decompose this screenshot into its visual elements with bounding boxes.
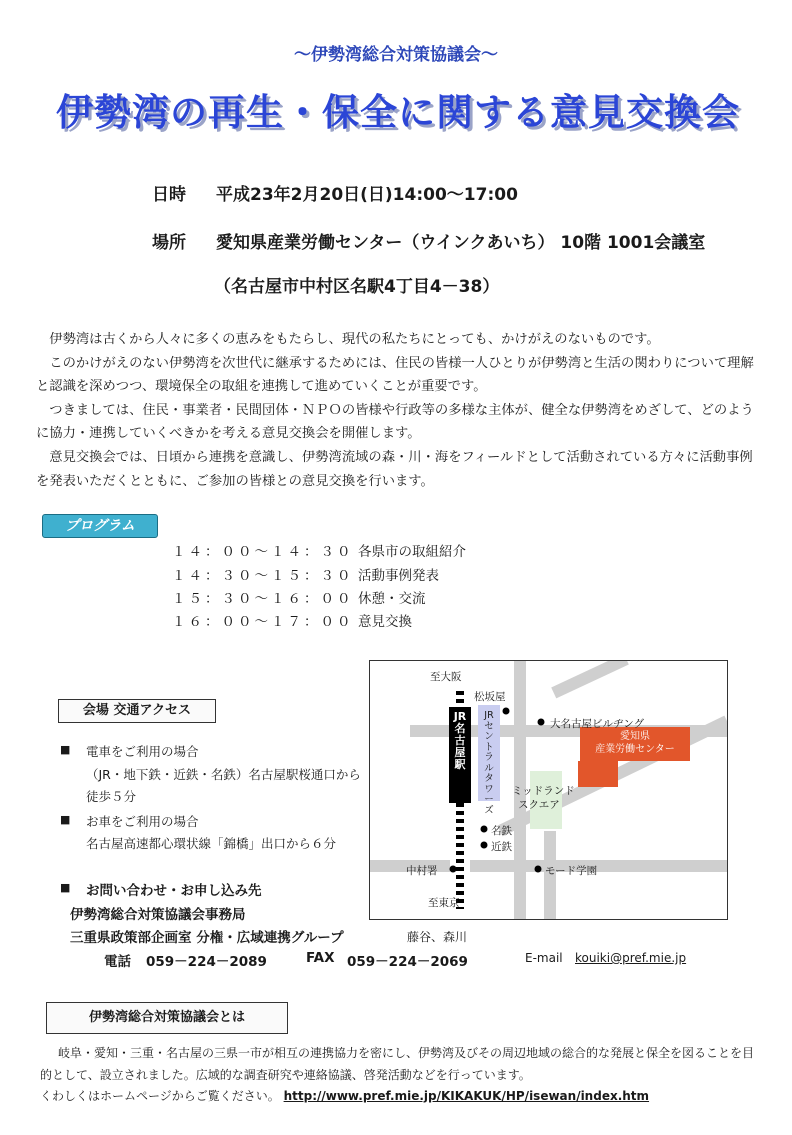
email-label: E-mail	[525, 951, 563, 965]
towers-label: JRセントラルタワーズ	[484, 710, 494, 816]
program-time: １４：３０～１５：３０	[172, 568, 354, 584]
venue-building	[578, 761, 618, 787]
bullet-icon: ■	[60, 813, 71, 826]
kintetsu-label: 近鉄	[491, 841, 512, 853]
about-paragraph: 岐阜・愛知・三重・名古屋の三県一市が相互の連携協力を密にし、伊勢湾及びその周辺地域の総合的な発展と保全を図ることを目的として、設立されました。広域的な調査研究や連絡協議、啓発活動などを行っています。	[40, 1046, 755, 1082]
dot-meitetsu	[481, 826, 488, 833]
program-time: １５：３０～１６：００	[172, 591, 354, 607]
midland-label: ミッドランド	[512, 785, 575, 797]
bullet-icon: ■	[60, 881, 71, 894]
road-upper-diagonal	[554, 661, 627, 693]
program-list	[172, 540, 672, 640]
date-value: 平成23年2月20日(日)14:00～17:00	[216, 185, 518, 205]
dai-nagoya-label: 大名古屋ビルヂング	[550, 718, 645, 730]
place-value: 愛知県産業労働センター（ウインクあいち） 10階 1001会議室	[216, 233, 706, 253]
dot-mode-gakuen	[535, 866, 542, 873]
homepage-link[interactable]: http://www.pref.mie.jp/KIKAKUK/HP/isewan/index.htm	[283, 1089, 650, 1103]
train-detail: 徒歩５分	[86, 789, 137, 804]
car-detail: 名古屋高速都心環状線「錦橋」出口から６分	[86, 836, 337, 851]
mode-gakuen-label: モード学園	[545, 865, 598, 877]
car-title: お車をご利用の場合	[86, 814, 199, 829]
to-osaka-label: 至大阪	[430, 671, 462, 683]
bullet-icon: ■	[60, 743, 71, 756]
dot-kintetsu	[481, 842, 488, 849]
program-desc: 各県市の取組紹介	[358, 544, 466, 560]
program-time: １４：００～１４：３０	[172, 544, 354, 560]
intro-paragraph: このかけがえのない伊勢湾を次世代に継承するためには、住民の皆様一人ひとりが伊勢湾と生活の関わりについて理解と認識を深めつつ、環境保全の取組を連携して進めていくことが重要です。	[36, 355, 754, 395]
fax-value: 059－224－2069	[347, 954, 468, 970]
tel-value: 059－224－2089	[146, 954, 267, 970]
about-text	[40, 1042, 760, 1086]
dot-matsuzakaya	[503, 708, 510, 715]
matsuzakaya-label: 松坂屋	[474, 691, 506, 703]
page-title: 伊勢湾の再生・保全に関する意見交換会	[56, 91, 740, 134]
place-label: 場所	[152, 233, 186, 253]
access-heading: 会場 交通アクセス	[58, 699, 216, 723]
contact-org: 伊勢湾総合対策協議会事務局	[70, 907, 246, 923]
nakamura-label: 中村署	[406, 865, 438, 877]
venue-label-line: 産業労働センター	[595, 744, 675, 755]
tel-label: 電話	[104, 954, 131, 970]
program-badge: プログラム	[42, 514, 158, 538]
midland-label: スクエア	[518, 799, 560, 811]
contact-heading: お問い合わせ・お申し込み先	[86, 883, 262, 899]
program-desc: 意見交換	[358, 614, 412, 630]
intro-paragraph: 意見交換会では、日頃から連携を意識し、伊勢湾流域の森・川・海をフィールドとして活動されている方々に活動事例を発表いただくとともに、ご参加の皆様との意見交換を行います。	[36, 449, 753, 489]
train-title: 電車をご利用の場合	[86, 744, 199, 759]
access-map	[369, 660, 728, 920]
about-heading: 伊勢湾総合対策協議会とは	[46, 1002, 288, 1034]
venue-label-line: 愛知県	[620, 731, 650, 742]
intro-paragraph: 伊勢湾は古くから人々に多くの恵みをもたらし、現代の私たちにとっても、かけがえのないものです。	[49, 332, 660, 347]
more-info-prefix: くわしくはホームページからご覧ください。	[40, 1089, 280, 1103]
fax-label: FAX	[306, 950, 335, 966]
date-label: 日時	[152, 185, 186, 205]
program-desc: 活動事例発表	[358, 568, 439, 584]
program-desc: 休憩・交流	[358, 591, 426, 607]
to-tokyo-label: 至東京	[428, 897, 460, 909]
station-label: JR名古屋駅	[453, 710, 467, 771]
email-link[interactable]: kouiki@pref.mie.jp	[575, 951, 687, 965]
train-detail: （JR・地下鉄・近鉄・名鉄）名古屋駅桜通口から	[86, 767, 361, 782]
meitetsu-label: 名鉄	[491, 825, 512, 837]
dot-nakamura	[450, 866, 457, 873]
intro-text	[36, 328, 756, 493]
dot-dai-nagoya	[538, 719, 545, 726]
contact-dept: 三重県政策部企画室 分権・広域連携グループ	[70, 930, 344, 946]
program-time: １６：００～１７：００	[172, 614, 354, 630]
more-info	[40, 1087, 649, 1104]
contact-staff: 藤谷、森川	[407, 930, 468, 944]
intro-paragraph: つきましては、住民・事業者・民間団体・ＮＰＯの皆様や行政等の多様な主体が、健全な伊勢湾をめざして、どのように協力・連携していくべきかを考える意見交換会を開催します。	[36, 402, 754, 442]
venue-label	[582, 730, 688, 756]
address: （名古屋市中村区名駅4丁目4－38）	[214, 277, 500, 297]
subtitle: ～伊勢湾総合対策協議会～	[294, 45, 498, 65]
